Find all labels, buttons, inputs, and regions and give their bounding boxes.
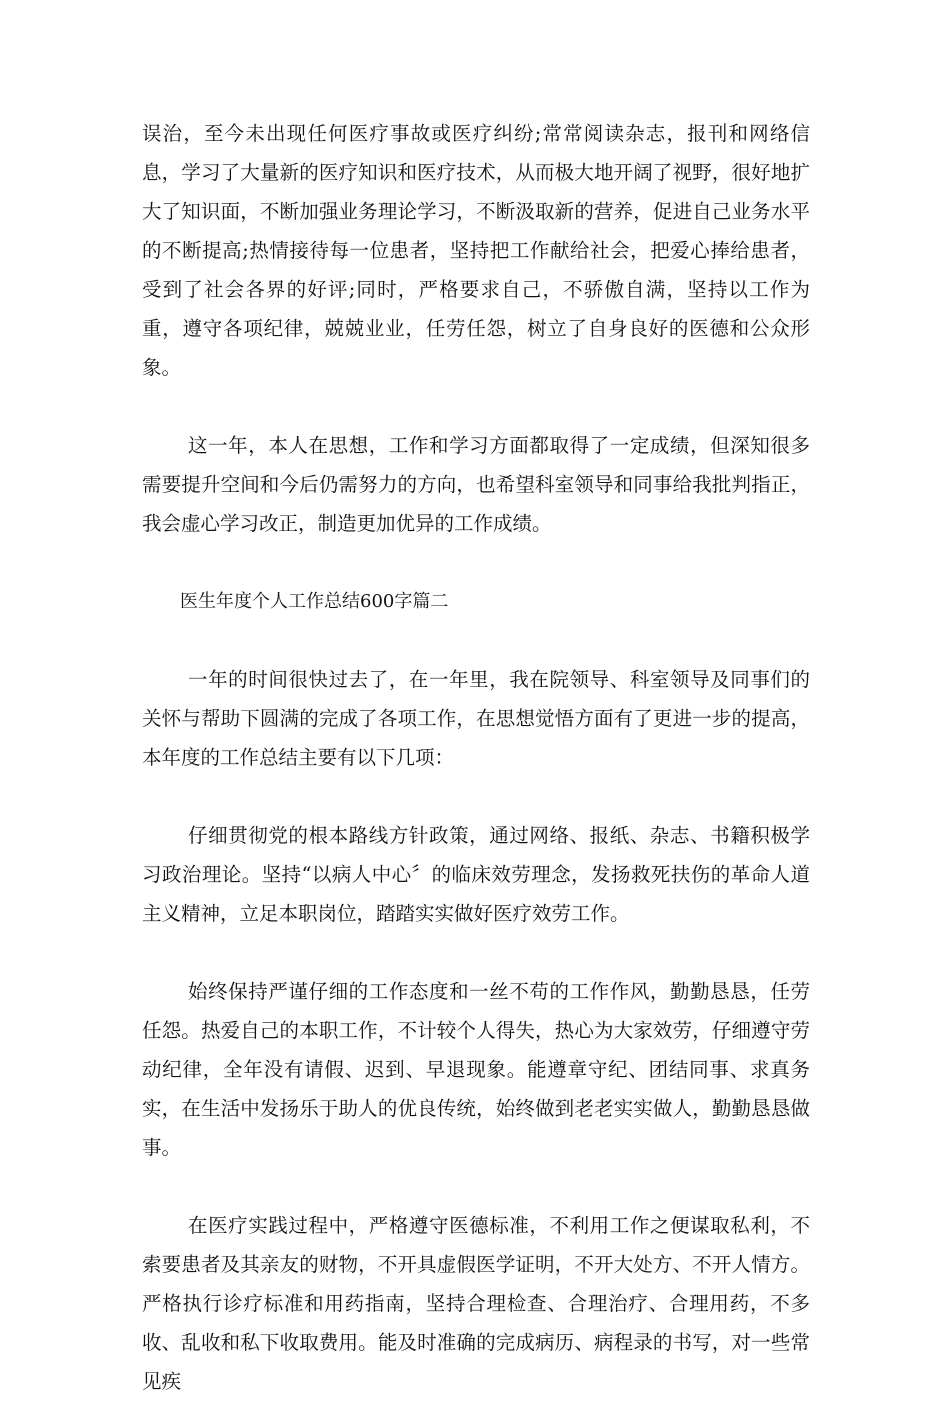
document-page xyxy=(142,114,810,1401)
paragraph-work-attitude: 始终保持严谨仔细的工作态度和一丝不苟的工作作风，勤勤恳恳，任劳任怨。热爱自己的本职工作，不计较个人得失，热心为大家效劳，仔细遵守劳动纪律，全年没有请假、迟到、早退现象。能遵章守纪、团结同事、求真务实，在生活中发扬乐于助人的优良传统，始终做到老老实实做人，勤勤恳恳做事。 xyxy=(142,980,810,1159)
paragraph-medical-practice: 在医疗实践过程中，严格遵守医德标准，不利用工作之便谋取私利，不索要患者及其亲友的财物，不开具虚假医学证明，不开大处方、不开人情方。严格执行诊疗标准和用药指南，坚持合理检查、合理治疗、合理用药，不多收、乱收和私下收取费用。能及时准确的完成病历、病程录的书写，对一些常见疾 xyxy=(142,1214,810,1393)
section-heading: 医生年度个人工作总结600字篇二 xyxy=(180,591,449,612)
paragraph-continued: 误治，至今未出现任何医疗事故或医疗纠纷;常常阅读杂志，报刊和网络信息，学习了大量新的医疗知识和医疗技术，从而极大地开阔了视野，很好地扩大了知识面，不断加强业务理论学习，不断汲取新的营养，促进自己业务水平的不断提高;热情接待每一位患者，坚持把工作献给社会，把爱心捧给患者，受到了社会各界的好评;同时，严格要求自己，不骄傲自满，坚持以工作为重，遵守各项纪律，兢兢业业，任劳任怨，树立了自身良好的医德和公众形象。 xyxy=(142,122,810,379)
paragraph-intro: 一年的时间很快过去了，在一年里，我在院领导、科室领导及同事们的关怀与帮助下圆满的完成了各项工作，在思想觉悟方面有了更进一步的提高，本年度的工作总结主要有以下几项： xyxy=(142,668,810,769)
paragraph-year-summary: 这一年，本人在思想，工作和学习方面都取得了一定成绩，但深知很多需要提升空间和今后仍需努力的方向，也希望科室领导和同事给我批判指正，我会虚心学习改正，制造更加优异的工作成绩。 xyxy=(142,434,810,535)
paragraph-political-study: 仔细贯彻党的根本路线方针政策，通过网络、报纸、杂志、书籍积极学习政治理论。坚持“以病人中心〞的临床效劳理念，发扬救死扶伤的革命人道主义精神，立足本职岗位，踏踏实实做好医疗效劳工作。 xyxy=(142,824,810,925)
